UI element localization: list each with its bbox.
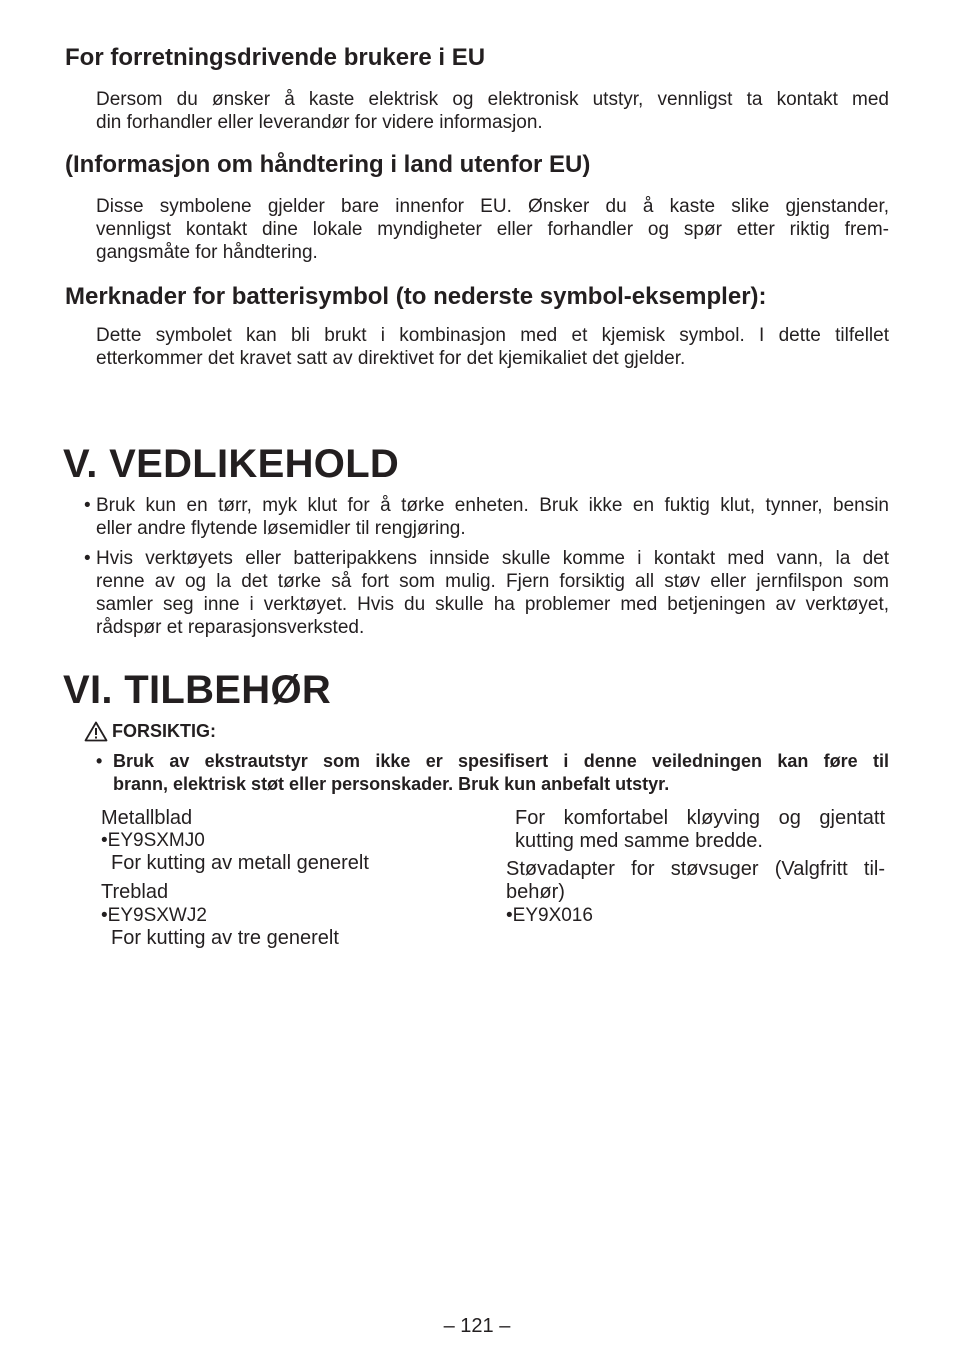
paragraph-non-eu — [96, 195, 889, 264]
heading-battery-symbol: Merknader for batterisymbol (to nederste symbol-eksempler): — [65, 283, 767, 310]
text-line: Støvadapter for støvsuger (Valgfritt til- — [506, 858, 885, 880]
heading-eu-business: For forretningsdrivende brukere i EU — [65, 44, 486, 71]
text-line: rådspør et reparasjonsverksted. — [96, 617, 365, 638]
text-line: samler seg inne i verktøyet. Hvis du skulle ha problemer med betjeningen av verktøyet, — [96, 594, 889, 615]
text-line: Dette symbolet kan bli brukt i kombinasjon med et kjemisk symbol. I dette tilfellet — [96, 325, 889, 346]
paragraph-eu-business — [96, 88, 889, 134]
warning-triangle-icon — [84, 721, 108, 742]
text-line: Hvis verktøyets eller batteripakkens innside skulle komme i kontakt med vann, la det — [96, 548, 889, 569]
text-line: kutting med samme bredde. — [515, 830, 763, 852]
accessory-desc-guide — [515, 807, 885, 853]
list-item — [84, 547, 889, 639]
text-line: gangsmåte for håndtering. — [96, 242, 318, 263]
accessory-code-dust-adapter: •EY9X016 — [506, 905, 593, 926]
text-line: Disse symbolene gjelder bare innenfor EU. Ønsker du å kaste slike gjenstander, — [96, 196, 889, 217]
accessory-desc-wood-blade: For kutting av tre generelt — [111, 927, 339, 949]
accessory-code-metal-blade: •EY9SXMJ0 — [101, 830, 205, 851]
page-number: – 121 – — [443, 1315, 511, 1337]
text-line: etterkommer det kravet satt av direktivet for det kjemikaliet det gjelder. — [96, 348, 686, 369]
caution-text: FORSIKTIG: — [112, 721, 216, 741]
text-line: renne av og la det tørke så fort som mulig. Fjern forsiktig all støv eller jernfilspon som — [96, 571, 889, 592]
accessory-name-dust-adapter — [506, 858, 885, 904]
paragraph-battery-symbol — [96, 324, 889, 370]
text-line: For komfortabel kløyving og gjentatt — [515, 807, 885, 829]
accessory-desc-metal-blade: For kutting av metall generelt — [111, 852, 369, 874]
text-line: Bruk kun en tørr, myk klut for å tørke enheten. Bruk ikke en fuktig klut, tynner, bensin — [96, 495, 889, 516]
heading-non-eu: (Informasjon om håndtering i land utenfor EU) — [65, 151, 591, 178]
bullet-icon: • — [84, 495, 91, 516]
bullet-icon: • — [506, 905, 513, 926]
text-line: vennligst kontakt dine lokale myndigheter eller forhandler og spør etter riktig frem- — [96, 219, 889, 240]
text-line: behør) — [506, 881, 565, 903]
bullet-icon: • — [84, 548, 91, 569]
section-title-accessories: VI. TILBEHØR — [63, 668, 332, 712]
accessory-code-wood-blade: •EY9SXWJ2 — [101, 905, 207, 926]
bullet-icon: • — [96, 751, 103, 771]
text-line: din forhandler eller leverandør for videre informasjon. — [96, 112, 543, 133]
accessory-name-metal-blade: Metallblad — [101, 807, 193, 829]
text-line: eller andre flytende løsemidler til rengjøring. — [96, 518, 466, 539]
accessory-name-wood-blade: Treblad — [101, 881, 169, 903]
section-title-maintenance: V. VEDLIKEHOLD — [63, 442, 400, 486]
list-item — [84, 494, 889, 540]
caution-label — [84, 721, 216, 742]
bullet-icon: • — [101, 905, 108, 926]
text-line: Bruk av ekstrautstyr som ikke er spesifisert i denne veiledningen kan føre til — [113, 751, 889, 771]
text-line: brann, elektrisk støt eller personskader. Bruk kun anbefalt utstyr. — [113, 774, 670, 794]
bullet-icon: • — [101, 830, 108, 851]
caution-item — [96, 750, 889, 796]
text-line: Dersom du ønsker å kaste elektrisk og elektronisk utstyr, vennligst ta kontakt med — [96, 89, 889, 110]
